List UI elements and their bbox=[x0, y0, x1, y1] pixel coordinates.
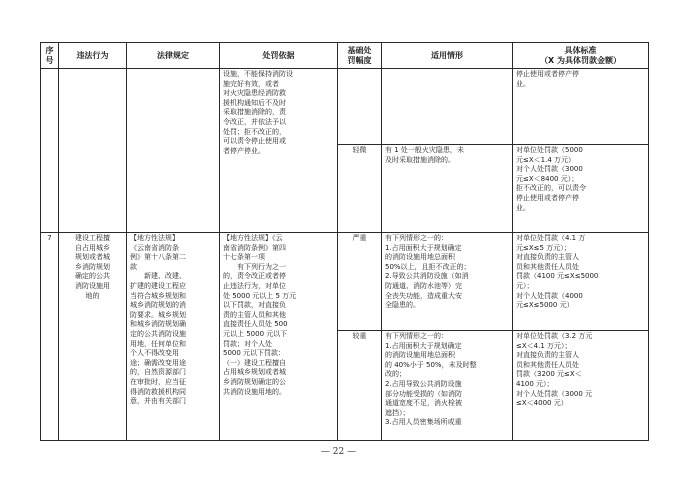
header-seq: 序 号 bbox=[41, 43, 59, 69]
header-basis: 处罚依据 bbox=[220, 43, 338, 69]
header-law: 法律规定 bbox=[127, 43, 220, 69]
penalty-standard-table bbox=[40, 42, 649, 441]
item-7-violation: 建设工程擅 自占用城乡 规划或者城 乡消防规划 确定的公共 消防设施用 地的 bbox=[59, 233, 127, 441]
header-violation: 违法行为 bbox=[59, 43, 127, 69]
applicable-severe: 有下列情形之一的： 1.占用面积大于规划确定 的消防设施用地总面积 50%以上，且拒不改正的； 2.导致公共消防设施（如消 防通道、消防水池等）完 全丧失功能，造成重大安 全隐患的。 bbox=[382, 233, 513, 331]
cont-seq-cell bbox=[41, 69, 59, 233]
item-7-seq: 7 bbox=[41, 233, 59, 441]
level-severe: 严重 bbox=[338, 233, 382, 331]
cont-violation-cell bbox=[59, 69, 127, 233]
applicable-minor: 有 1 处一般火灾隐患，未 及时采取措施消除的。 bbox=[382, 145, 513, 233]
standard-heavier: 对单位处罚款（3.2 万元 ≤X＜4.1 万元）； 对直接负责的主管人 员和其他责任人员处 罚款（3200 元≤X＜ 4100 元）； 对个人处罚款（3000 元 ≤X＜4000 元） bbox=[513, 331, 649, 441]
level-minor: 轻微 bbox=[338, 145, 382, 233]
table-row-item-7-severe bbox=[41, 233, 649, 331]
table-row-continuation bbox=[41, 69, 649, 145]
standard-minor: 对单位处罚款（5000 元≤X＜1.4 万元） 对个人处罚款（3000 元≤X＜8400 元）； 拒不改正的，可以责令 停止使用或者停产停 业。 bbox=[513, 145, 649, 233]
cont-law-cell bbox=[127, 69, 220, 233]
table-header-row bbox=[41, 43, 649, 69]
item-7-law: 【地方性法规】 《云南省消防条 例》第十八条第二 款 新建、改建、 扩建的建设工程应 当符合城乡规划和 城乡消防规划的消 防要求。城乡规划 和城乡消防规划确 定的公共消防设施 用地，任何单位和 个人不得改变用 途；确需改变用途 的，自然资源部门 在审批时，应当征 得消防救援机构同 意，并由有关部门 bbox=[127, 233, 220, 441]
cont-level-empty-cell bbox=[338, 69, 382, 145]
standard-severe: 对单位处罚款（4.1 万 元≤X≤5 万元）； 对直接负责的主管人 员和其他责任人员处 罚款（4100 元≤X≤5000 元）； 对个人处罚款（4000 元≤X≤5000 元） bbox=[513, 233, 649, 331]
level-heavier: 较重 bbox=[338, 331, 382, 441]
header-applicable: 适用情形 bbox=[382, 43, 513, 69]
cont-standard-top-cell: 停止使用或者停产停 业。 bbox=[513, 69, 649, 145]
applicable-heavier: 有下列情形之一的： 1.占用面积大于规划确定 的消防设施用地总面积 的 40%小于 50%，未及时整 改的； 2.占用导致公共消防设施 部分功能受损的（如消防 通道宽度不足，消火栓被 遮挡）； 3.占用人员密集场所或重 bbox=[382, 331, 513, 441]
cont-basis-cell: 设施，不能保持消防设 施完好有效，或者 对火灾隐患经消防救 援机构通知后不及时 采取措施消除的，责 令改正，并依法予以 处罚；拒不改正的， 可以责令停止使用或 者停产停业。 bbox=[220, 69, 338, 233]
header-level: 基础处 罚幅度 bbox=[338, 43, 382, 69]
page-number: — 22 — bbox=[320, 447, 357, 457]
item-7-basis: 【地方性法规】《云 南省消防条例》第四 十七条第一项 有下列行为之一 的，责令改正或者停 止违法行为，对单位 处 5000 元以上 5 万元 以下罚款，对直接负 责的主管人员和其他 直接责任人员处 500 元以上 5000 元以下 罚款；对个人处 5000 元以下罚款： （一）建设工程擅自 占用城乡规划或者城 乡消防规划确定的公 共消防设施用地的。 bbox=[220, 233, 338, 441]
cont-applicable-empty-cell bbox=[382, 69, 513, 145]
header-standard: 具体标准 （X 为具体罚款金额） bbox=[513, 43, 649, 69]
